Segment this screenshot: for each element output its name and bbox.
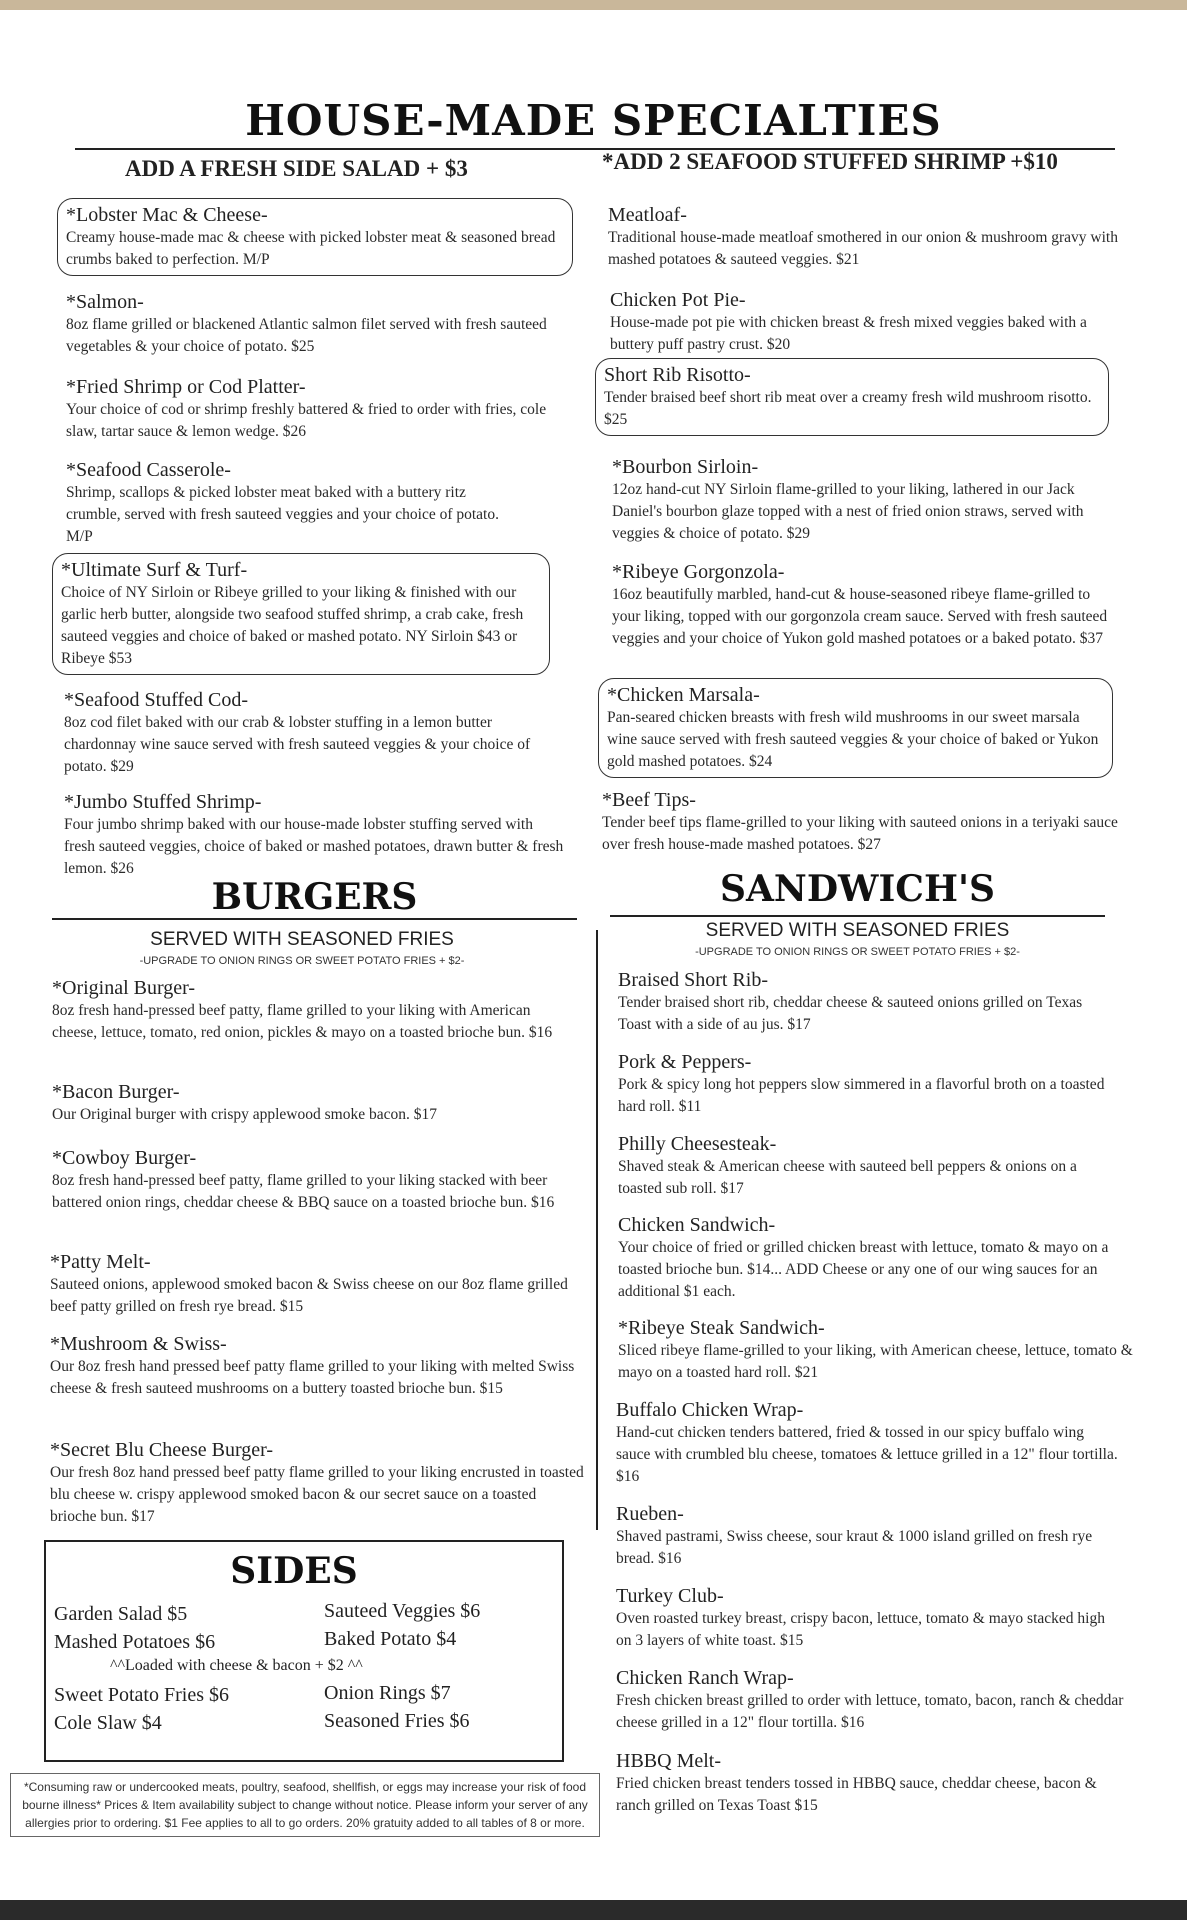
sandwich-chicken-ranch-wrap [616,1666,1136,1734]
item-name: *Beef Tips- [602,789,696,811]
addon-left: ADD A FRESH SIDE SALAD + $3 [125,156,468,181]
menu-item-pot-pie [610,288,1120,356]
item-desc: Your choice of fried or grilled chicken breast with lettuce, tomato & mayo on a toasted brioche bun. $14... ADD Cheese or any one of our wing sauces for an additional $1 each. [618,1239,1109,1300]
item-name: *Bourbon Sirloin- [612,456,759,478]
side-garden-salad: Garden Salad $5 [54,1603,188,1625]
side-sauteed-veggies: Sauteed Veggies $6 [324,1600,481,1622]
item-name: *Patty Melt- [50,1251,151,1273]
sandwich-chicken [618,1213,1123,1303]
item-name: *Seafood Stuffed Cod- [64,689,249,711]
item-name: *Seafood Casserole- [66,459,231,481]
item-name: *Salmon- [66,291,144,313]
sandwich-hbbq-melt [616,1749,1121,1817]
sides-list [54,1600,554,1750]
side-mashed-potatoes: Mashed Potatoes $6 [54,1631,216,1653]
item-desc: Fresh chicken breast grilled to order with lettuce, tomato, bacon, ranch & cheddar cheese grilled in a 12" flour tortilla. $16 [616,1692,1124,1731]
side-sweet-potato-fries: Sweet Potato Fries $6 [54,1684,229,1706]
menu-item-meatloaf [608,203,1118,271]
burgers-title: BURGERS [211,876,418,918]
item-desc: Your choice of cod or shrimp freshly battered & fried to order with fries, cole slaw, tartar sauce & lemon wedge. $26 [66,401,547,440]
menu-item-short-rib-risotto [595,358,1109,436]
sandwich-philly [618,1132,1118,1200]
sandwiches-title: SANDWICH'S [719,868,995,910]
item-desc: Tender braised beef short rib meat over a creamy fresh wild mushroom risotto. $25 [604,389,1092,428]
item-name: *Lobster Mac & Cheese- [66,204,268,226]
side-seasoned-fries: Seasoned Fries $6 [324,1710,470,1732]
item-name: Braised Short Rib- [618,969,768,991]
item-desc: 16oz beautifully marbled, hand-cut & house-seasoned ribeye flame-grilled to your liking, topped with our gorgonzola cream sauce. Served with fresh sauteed veggies and your choice of Yukon gold mashed potatoes or a baked potato. $37 [612,586,1108,647]
item-desc: 12oz hand-cut NY Sirloin flame-grilled to your liking, lathered in our Jack Daniel's bourbon glaze topped with a nest of fried onion straws, served with veggies & choice of potato. $29 [612,481,1084,542]
sandwich-pork-peppers [618,1050,1118,1118]
item-desc: Tender braised short rib, cheddar cheese & sauteed onions grilled on Texas Toast with a side of au jus. $17 [618,994,1083,1033]
burger-mushroom-swiss [50,1332,575,1400]
item-desc: Our Original burger with crispy applewood smoke bacon. $17 [52,1106,437,1123]
item-desc: Pork & spicy long hot peppers slow simmered in a flavorful broth on a toasted hard roll. $11 [618,1076,1105,1115]
item-desc: Shrimp, scallops & picked lobster meat baked with a buttery ritz crumble, served with fresh sauteed veggies and your choice of potato. M/P [66,484,499,545]
item-desc: Choice of NY Sirloin or Ribeye grilled to your liking & finished with our garlic herb butter, alongside two seafood stuffed shrimp, a crab cake, fresh sauteed veggies and choice of baked or mashed potato. NY Sirloin $43 or Ribeye $53 [61,584,524,667]
item-desc: Traditional house-made meatloaf smothered in our onion & mushroom gravy with mashed potatoes & sauteed veggies. $21 [608,229,1118,268]
item-desc: Our fresh 8oz hand pressed beef patty flame grilled to your liking encrusted in toasted blu cheese w. crispy applewood smoked bacon & our secret sauce on a toasted brioche bun. $17 [50,1464,584,1525]
item-name: Turkey Club- [616,1585,724,1607]
item-name: Short Rib Risotto- [604,364,751,386]
item-name: *Bacon Burger- [52,1081,180,1103]
item-name: *Chicken Marsala- [607,684,760,706]
side-onion-rings: Onion Rings $7 [324,1682,451,1704]
menu-item-stuffed-cod [64,688,564,778]
side-loaded-note: ^^Loaded with cheese & bacon + $2 ^^ [110,1657,363,1674]
item-desc: 8oz fresh hand-pressed beef patty, flame grilled to your liking with American cheese, lettuce, tomato, red onion, pickles & mayo on a toasted brioche bun. $16 [52,1002,553,1041]
sandwich-turkey-club [616,1584,1116,1652]
menu-item-lobster-mac [57,198,573,276]
sandwich-braised-short-rib [618,968,1118,1036]
item-name: HBBQ Melt- [616,1750,721,1772]
item-desc: Shaved pastrami, Swiss cheese, sour kraut & 1000 island grilled on fresh rye bread. $16 [616,1528,1093,1567]
bottom-edge [0,1900,1187,1920]
item-name: Chicken Sandwich- [618,1214,776,1236]
item-name: *Fried Shrimp or Cod Platter- [66,376,306,398]
sides-title: SIDES [230,1550,358,1592]
sandwich-buffalo-wrap [616,1398,1121,1488]
sandwiches-served: SERVED WITH SEASONED FRIES [705,920,1010,941]
item-name: *Cowboy Burger- [52,1147,197,1169]
menu-item-jumbo-shrimp [64,790,564,880]
burgers-served: SERVED WITH SEASONED FRIES [150,929,454,950]
item-desc: Creamy house-made mac & cheese with picked lobster meat & seasoned bread crumbs baked to perfection. M/P [66,229,556,268]
item-desc: Fried chicken breast tenders tossed in HBBQ sauce, cheddar cheese, bacon & ranch grilled on Texas Toast $15 [616,1775,1097,1814]
item-name: Rueben- [616,1503,684,1525]
sandwich-rueben [616,1502,1116,1570]
item-name: *Ribeye Gorgonzola- [612,561,785,583]
item-name: *Ultimate Surf & Turf- [61,559,248,581]
menu-item-fried-shrimp-cod [66,375,576,443]
item-desc: Tender beef tips flame-grilled to your liking with sauteed onions in a teriyaki sauce over fresh house-made mashed potatoes. $27 [602,814,1118,853]
menu-item-chicken-marsala [598,678,1113,778]
item-name: Chicken Pot Pie- [610,289,746,311]
item-desc: Sauteed onions, applewood smoked bacon & Swiss cheese on our 8oz flame grilled beef patty grilled on fresh rye bread. $15 [50,1276,568,1315]
item-desc: Shaved steak & American cheese with sauteed bell peppers & onions on a toasted sub roll. $17 [618,1158,1077,1197]
item-desc: Pan-seared chicken breasts with fresh wild mushrooms in our sweet marsala wine sauce served with fresh sauteed veggies & your choice of baked or Yukon gold mashed potatoes. $24 [607,709,1099,770]
sandwiches-upgrade: -UPGRADE TO ONION RINGS OR SWEET POTATO FRIES + $2- [695,946,1020,958]
sandwich-ribeye-steak [618,1316,1138,1384]
side-cole-slaw: Cole Slaw $4 [54,1712,162,1734]
item-desc: Our 8oz fresh hand pressed beef patty flame grilled to your liking with melted Swiss cheese & fresh sauteed mushrooms on a buttery toasted brioche bun. $15 [50,1358,575,1397]
item-desc: House-made pot pie with chicken breast & fresh mixed veggies baked with a buttery puff pastry crust. $20 [610,314,1087,353]
menu-item-surf-turf [52,553,550,675]
menu-item-bourbon-sirloin [612,455,1112,545]
item-desc: Hand-cut chicken tenders battered, fried & tossed in our spicy buffalo wing sauce with crumbled blu cheese, tomatoes & lettuce grilled in a 12" flour tortilla. $16 [616,1424,1118,1485]
disclaimer: *Consuming raw or undercooked meats, poultry, seafood, shellfish, or eggs may increase your risk of food bourne illness* Prices & Item availability subject to change without notice. Please inform your server of any allergies prior to ordering. $1 Fee applies to all to go orders. 20% gratuity added to all tables of 8 or more. [10,1773,600,1837]
item-name: Buffalo Chicken Wrap- [616,1399,804,1421]
item-desc: 8oz fresh hand-pressed beef patty, flame grilled to your liking stacked with beer battered onion rings, cheddar cheese & BBQ sauce on a toasted brioche bun. $16 [52,1172,555,1211]
item-desc: Oven roasted turkey breast, crispy bacon, lettuce, tomato & mayo stacked high on 3 layers of white toast. $15 [616,1610,1105,1649]
addon-right: *ADD 2 SEAFOOD STUFFED SHRIMP +$10 [602,149,1058,174]
menu-item-ribeye-gorgonzola [612,560,1112,650]
side-baked-potato: Baked Potato $4 [324,1628,457,1650]
item-name: Meatloaf- [608,204,687,226]
item-desc: 8oz cod filet baked with our crab & lobster stuffing in a lemon butter chardonnay wine sauce served with fresh sauteed veggies & your choice of potato. $29 [64,714,531,775]
item-name: *Original Burger- [52,977,196,999]
item-name: *Ribeye Steak Sandwich- [618,1317,825,1339]
item-name: *Secret Blu Cheese Burger- [50,1439,274,1461]
item-name: Philly Cheesesteak- [618,1133,777,1155]
top-edge [0,0,1187,10]
item-desc: 8oz flame grilled or blackened Atlantic salmon filet served with fresh sauteed vegetables & your choice of potato. $25 [66,316,547,355]
page-title: HOUSE-MADE SPECIALTIES [245,96,942,145]
burger-bacon [52,1080,572,1126]
burger-patty-melt [50,1250,580,1318]
burger-original [52,976,572,1044]
burger-cowboy [52,1146,572,1214]
burger-secret-blu [50,1438,585,1528]
menu-item-seafood-casserole [66,458,506,548]
item-desc: Four jumbo shrimp baked with our house-made lobster stuffing served with fresh sauteed veggies, choice of baked or mashed potatoes, drawn butter & fresh lemon. $26 [64,816,564,877]
column-divider [596,930,598,1530]
item-name: *Jumbo Stuffed Shrimp- [64,791,262,813]
sandwiches-rule [610,915,1105,917]
item-name: Pork & Peppers- [618,1051,752,1073]
burgers-upgrade: -UPGRADE TO ONION RINGS OR SWEET POTATO FRIES + $2- [139,955,465,967]
item-name: Chicken Ranch Wrap- [616,1667,794,1689]
menu-item-salmon [66,290,576,358]
item-name: *Mushroom & Swiss- [50,1333,227,1355]
item-desc: Sliced ribeye flame-grilled to your liking, with American cheese, lettuce, tomato & mayo on a toasted hard roll. $21 [618,1342,1133,1381]
menu-item-beef-tips [602,788,1127,856]
burgers-rule [52,918,577,920]
